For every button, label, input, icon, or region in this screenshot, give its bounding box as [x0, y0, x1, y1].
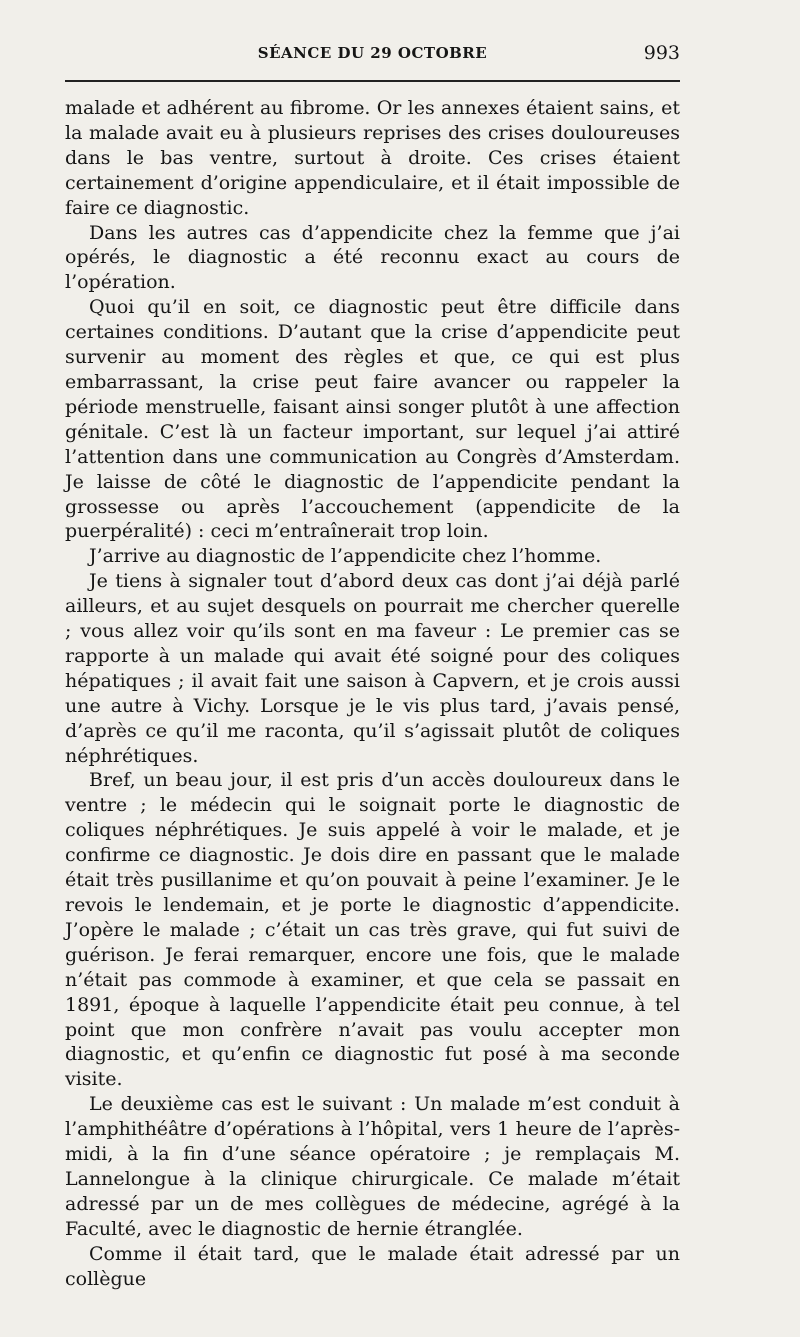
paragraph-2: Dans les autres cas d’appendicite chez la femme que j’ai opérés, le diagnostic a été reconnu exact au cours de l’opération.: [65, 221, 680, 294]
paragraph-4: J’arrive au diagnostic de l’appendicite chez l’homme.: [89, 545, 602, 568]
page-number: 993: [643, 42, 680, 64]
paragraph-5: Je tiens à signaler tout d’abord deux cas dont j’ai déjà parlé ailleurs, et au sujet desquels on pourrait me chercher querelle ; vous allez voir qu’ils sont en ma faveur : Le premier cas se rapporte à un malade qui avait été soigné pour des coliques hépatiques ; il avait fait une saison à Capvern, et je crois aussi une autre à Vichy. Lorsque je le vis plus tard, j’avais pensé, d’après ce qu’il me raconta, qu’il s’agissait plutôt de coliques néphrétiques.: [65, 570, 680, 767]
paragraph-6: Bref, un beau jour, il est pris d’un accès douloureux dans le ventre ; le médecin qui le soignait porte le diagnostic de coliques néphrétiques. Je suis appelé à voir le malade, et je confirme ce diagnostic. Je dois dire en passant que le malade était très pusillanime et qu’on pouvait à peine l’examiner. Je le revois le lendemain, et je porte le diagnostic d’appendicite. J’opère le malade ; c’était un cas très grave, qui fut suivi de guérison. Je ferai remarquer, encore une fois, que le malade n’était pas commode à examiner, et que cela se passait en 1891, époque à laquelle l’appendicite était peu connue, à tel point que mon confrère n’avait pas voulu accepter mon diagnostic, et qu’enfin ce diagnostic fut posé à ma seconde visite.: [65, 769, 680, 1091]
paragraph-7: Le deuxième cas est le suivant : Un malade m’est conduit à l’amphithéâtre d’opérations à l’hôpital, vers 1 heure de l’après-midi, à la fin d’une séance opératoire ; je remplaçais M. Lannelongue à la clinique chirurgicale. Ce malade m’était adressé par un de mes collègues de médecine, agrégé à la Faculté, avec le diagnostic de hernie étranglée.: [65, 1093, 680, 1240]
paragraph-1: malade et adhérent au fibrome. Or les annexes étaient sains, et la malade avait eu à plusieurs reprises des crises douloureuses dans le bas ventre, surtout à droite. Ces crises étaient certainement d’origine appendiculaire, et il était impossible de faire ce diagnostic.: [65, 97, 680, 219]
paragraph-3: Quoi qu’il en soit, ce diagnostic peut être difficile dans certaines conditions. D’autant que la crise d’appendicite peut survenir au moment des règles et que, ce qui est plus embarrassant, la crise peut faire avancer ou rappeler la période menstruelle, faisant ainsi songer plutôt à une affection génitale. C’est là un facteur important, sur lequel j’ai attiré l’attention dans une communication au Congrès d’Amsterdam. Je laisse de côté le diagnostic de l’appendicite pendant la grossesse ou après l’accouchement (appendicite de la puerpéralité) : ceci m’entraînerait trop loin.: [65, 296, 680, 543]
paragraph-8: Comme il était tard, que le malade était adressé par un collègue: [65, 1242, 680, 1290]
body-text: [65, 96, 680, 1292]
page-header: [65, 44, 680, 72]
running-head: SÉANCE DU 29 OCTOBRE: [257, 44, 488, 62]
header-rule: [65, 80, 680, 82]
